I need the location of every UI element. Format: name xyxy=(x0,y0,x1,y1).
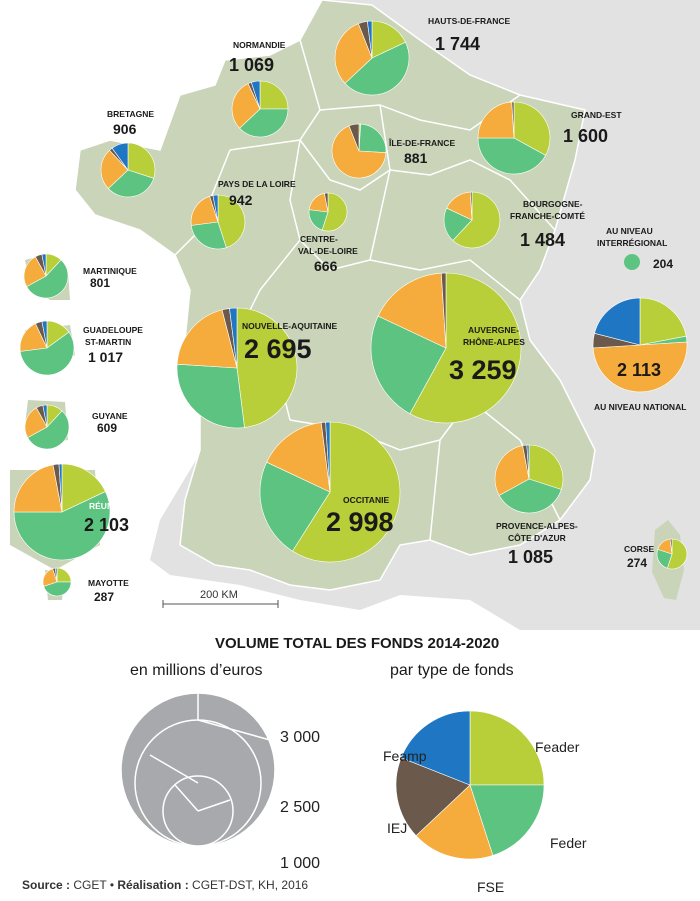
label-provence-value: 1 085 xyxy=(508,547,554,567)
pie-auvergne-rhone-alpes xyxy=(371,273,521,423)
pie-corse xyxy=(657,539,687,569)
label-provence-name-2: CÔTE D'AZUR xyxy=(508,533,566,543)
scale-label: 200 KM xyxy=(200,589,238,601)
size-label-2500: 2 500 xyxy=(280,799,321,816)
source-separator: • xyxy=(106,878,118,892)
label-grand-est-value: 1 600 xyxy=(563,126,609,146)
label-pays-de-la-loire-value: 942 xyxy=(229,192,253,208)
fund-label-fse: FSE xyxy=(477,879,505,895)
pie-interregional xyxy=(624,254,640,270)
legend-graphics xyxy=(0,660,700,900)
label-corse-value: 274 xyxy=(627,556,648,570)
label-interregional-name: AU NIVEAU xyxy=(606,226,653,236)
legend-size-subtitle: en millions d’euros xyxy=(130,662,263,679)
label-normandie-value: 1 069 xyxy=(229,55,275,75)
label-martinique-name: MARTINIQUE xyxy=(83,266,137,276)
source-prefix: Source : xyxy=(22,878,74,892)
legend-type-subtitle: par type de fonds xyxy=(390,662,514,679)
label-grand-est-name: GRAND-EST xyxy=(571,110,622,120)
pie-guyane xyxy=(25,405,69,449)
label-hauts-de-france-name: HAUTS-DE-FRANCE xyxy=(428,16,511,26)
label-national-value: 2 113 xyxy=(617,360,662,380)
pie-centre-val-de-loire xyxy=(309,193,347,231)
label-hauts-de-france-value: 1 744 xyxy=(435,34,481,54)
legend-fund-pie-slice-feader xyxy=(470,711,544,785)
label-ile-de-france-value: 881 xyxy=(404,150,428,166)
label-bourgogne-name-2: FRANCHE-COMTÉ xyxy=(510,211,586,221)
label-reunion-value: 2 103 xyxy=(84,515,130,535)
source-org: CGET xyxy=(73,878,107,892)
label-nouvelle-aquitaine-name: NOUVELLE-AQUITAINE xyxy=(242,321,338,331)
label-auvergne-name-2: RHÔNE-ALPES xyxy=(463,337,525,347)
fund-label-iej: IEJ xyxy=(387,820,408,836)
size-label-3000: 3 000 xyxy=(280,729,321,746)
source-real-prefix: Réalisation : xyxy=(117,878,193,892)
label-bourgogne-value: 1 484 xyxy=(520,230,566,250)
fund-label-feamp: Feamp xyxy=(383,748,427,764)
label-occitanie-name: OCCITANIE xyxy=(343,495,390,505)
label-centre-name-2: VAL-DE-LOIRE xyxy=(298,246,358,256)
source-real: CGET-DST, KH, 2016 xyxy=(192,878,309,892)
label-interregional-value: 204 xyxy=(653,257,674,271)
pie-martinique xyxy=(24,254,68,298)
pie-ile-de-france xyxy=(332,124,386,178)
label-centre-name: CENTRE- xyxy=(300,234,338,244)
legend-fund-pie xyxy=(396,711,544,859)
label-guadeloupe-name-2: ST-MARTIN xyxy=(85,337,132,347)
label-auvergne-value: 3 259 xyxy=(449,355,517,385)
size-legend xyxy=(121,693,320,872)
label-bretagne-name: BRETAGNE xyxy=(107,109,155,119)
label-ile-de-france-name: ÎLE-DE-FRANCE xyxy=(389,138,456,148)
legend-title: VOLUME TOTAL DES FONDS 2014-2020 xyxy=(215,635,500,652)
label-martinique-value: 801 xyxy=(90,276,111,290)
pie-reunion xyxy=(14,464,110,560)
label-reunion-name: RÉUNION xyxy=(89,501,129,511)
pie-occitanie xyxy=(260,422,400,562)
label-corse-name: CORSE xyxy=(624,544,655,554)
label-national-name: AU NIVEAU NATIONAL xyxy=(594,402,687,412)
pie-hauts-de-france xyxy=(335,21,409,95)
pie-guadeloupe xyxy=(20,321,74,375)
label-mayotte-name: MAYOTTE xyxy=(88,578,129,588)
label-occitanie-value: 2 998 xyxy=(326,507,394,537)
pie-grand-est xyxy=(478,102,550,174)
legend xyxy=(0,630,700,901)
label-nouvelle-aquitaine-value: 2 695 xyxy=(244,334,312,364)
source-line xyxy=(22,878,308,892)
pie-bourgogne-franche-comte xyxy=(444,192,500,248)
label-guadeloupe-value: 1 017 xyxy=(88,349,124,365)
label-bretagne-value: 906 xyxy=(113,121,137,137)
pie-normandie xyxy=(232,81,288,137)
label-bourgogne-name: BOURGOGNE- xyxy=(523,199,583,209)
pie-interregional-slice-feder xyxy=(624,254,640,270)
label-guyane-name: GUYANE xyxy=(92,411,128,421)
fund-label-feder: Feder xyxy=(550,835,587,851)
label-mayotte-value: 287 xyxy=(94,590,115,604)
label-provence-name: PROVENCE-ALPES- xyxy=(496,521,578,531)
label-auvergne-name: AUVERGNE- xyxy=(468,325,520,335)
label-pays-de-la-loire-name: PAYS DE LA LOIRE xyxy=(218,179,296,189)
label-guadeloupe-name: GUADELOUPE xyxy=(83,325,143,335)
fund-type-legend xyxy=(396,711,544,859)
pie-provence xyxy=(495,445,563,513)
label-interregional-name-2: INTERRÉGIONAL xyxy=(597,238,668,248)
fund-label-feader: Feader xyxy=(535,739,580,755)
label-guyane-value: 609 xyxy=(97,421,118,435)
pie-mayotte xyxy=(43,568,71,596)
size-label-1000: 1 000 xyxy=(280,855,321,872)
label-centre-value: 666 xyxy=(314,258,338,274)
pie-bretagne xyxy=(101,143,155,197)
label-normandie-name: NORMANDIE xyxy=(233,40,286,50)
